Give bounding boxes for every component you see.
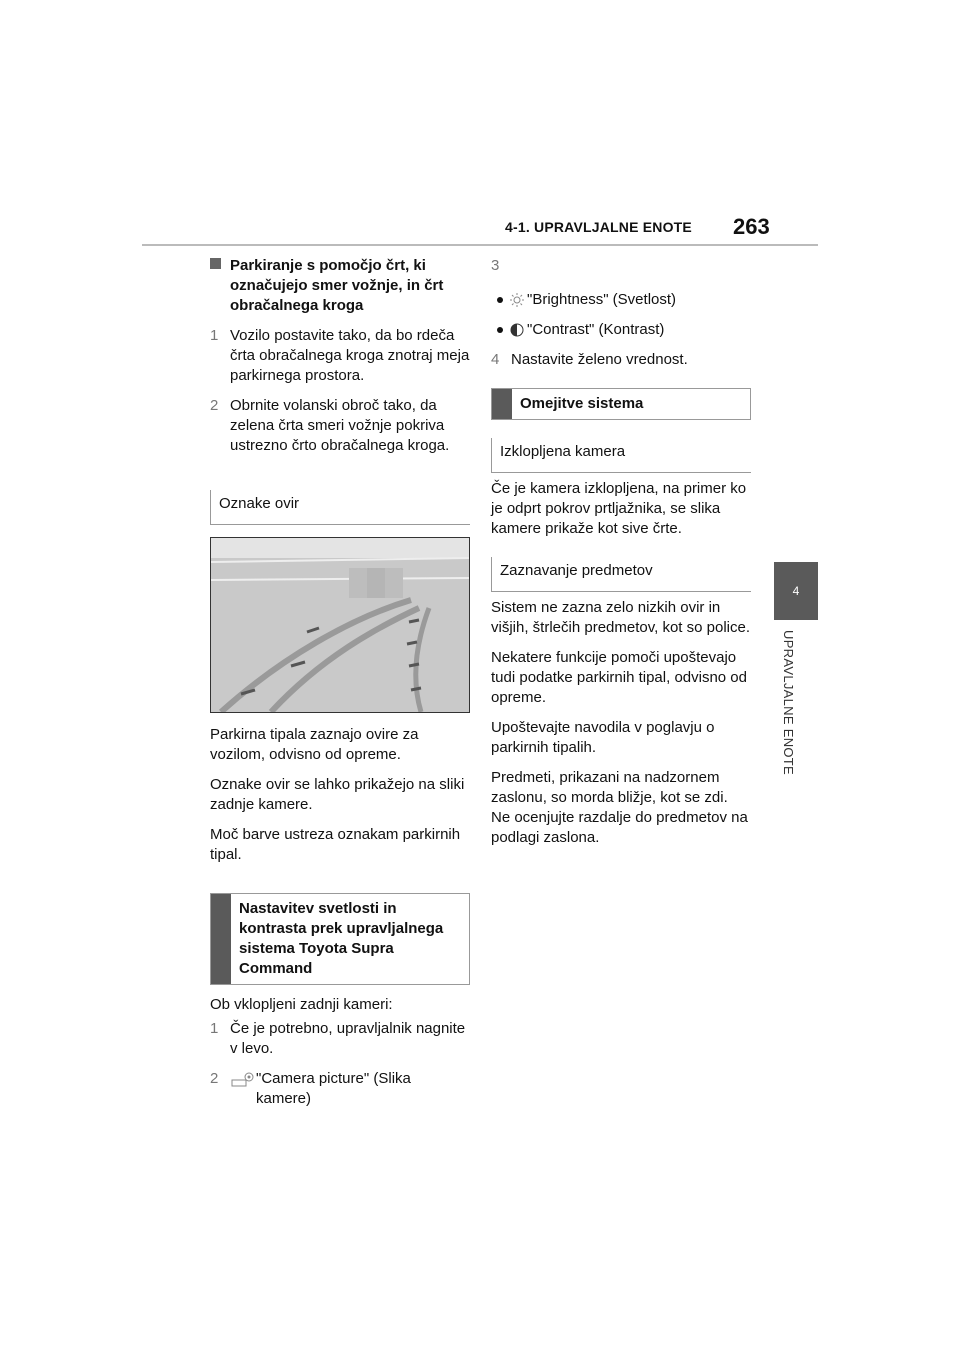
brightness-icon — [509, 292, 525, 308]
step-item: 3 — [491, 257, 500, 274]
bullet-item: "Contrast" (Kontrast) — [491, 320, 751, 340]
left-column — [210, 256, 470, 1119]
paragraph: Moč barve ustreza oznakam parkirnih tipal. — [210, 826, 461, 863]
paragraph: Nekatere funkcije pomoči upoštevajo tudi podatke parkirnih tipal, odvisno od opreme. — [491, 649, 747, 706]
chapter-side-text: UPRAVLJALNE ENOTE — [781, 630, 796, 776]
paragraph: Če je kamera izklopljena, na primer ko je odprt pokrov prtljažnika, se slika kamere prikaže kot sive črte. — [491, 480, 747, 537]
section-box-limitations: Omejitve sistema — [491, 388, 751, 420]
contrast-icon — [509, 322, 525, 338]
subheading-camera-off: Izklopljena kamera — [491, 438, 751, 473]
subheading-obstacles: Oznake ovir — [210, 490, 470, 525]
square-bullet-icon — [210, 258, 221, 269]
camera-illustration — [210, 537, 470, 713]
step-item: 2 "Camera picture" (Slika kamere) — [210, 1070, 411, 1107]
section-title: 4-1. UPRAVLJALNE ENOTE — [505, 219, 692, 235]
intro-text: Ob vklopljeni zadnji kameri: — [210, 996, 393, 1013]
step-item: 4 Nastavite želeno vrednost. — [491, 351, 688, 368]
right-column — [491, 256, 751, 858]
camera-picture-icon — [230, 1071, 256, 1087]
left-heading: Parkiranje s pomočjo črt, ki označujejo smer vožnje, in črt obračalnega kroga — [210, 256, 470, 316]
bullet-item: "Brightness" (Svetlost) — [491, 290, 751, 310]
page-number: 263 — [733, 214, 770, 239]
paragraph: Predmeti, prikazani na nadzornem zaslonu, so morda bližje, kot se zdi. Ne ocenjujte razdalje do predmetov na podlagi zaslona. — [491, 769, 748, 846]
step-item: 1 Vozilo postavite tako, da bo rdeča črta obračalnega kroga znotraj meja parkirnega prostora. — [210, 327, 470, 384]
paragraph: Oznake ovir se lahko prikažejo na sliki zadnje kamere. — [210, 776, 465, 813]
subheading-object-detection: Zaznavanje predmetov — [491, 557, 751, 592]
chapter-side-label — [782, 630, 810, 810]
paragraph: Parkirna tipala zaznajo ovire za vozilom, odvisno od opreme. — [210, 726, 419, 763]
step-item: 1 Če je potrebno, upravljalnik nagnite v levo. — [210, 1020, 466, 1057]
header-divider — [142, 244, 818, 246]
step-item: 2 Obrnite volanski obroč tako, da zelena črta smeri vožnje pokriva ustrezno črto obračalnega kroga. — [210, 397, 450, 454]
chapter-tab: 4 — [774, 562, 818, 620]
paragraph: Upoštevajte navodila v poglavju o parkirnih tipalih. — [491, 719, 715, 756]
section-box-brightness: Nastavitev svetlosti in kontrasta prek upravljalnega sistema Toyota Supra Command — [210, 893, 470, 985]
camera-view-image — [211, 538, 469, 712]
paragraph: Sistem ne zazna zelo nizkih ovir in višjih, štrlečih predmetov, kot so police. — [491, 599, 750, 636]
